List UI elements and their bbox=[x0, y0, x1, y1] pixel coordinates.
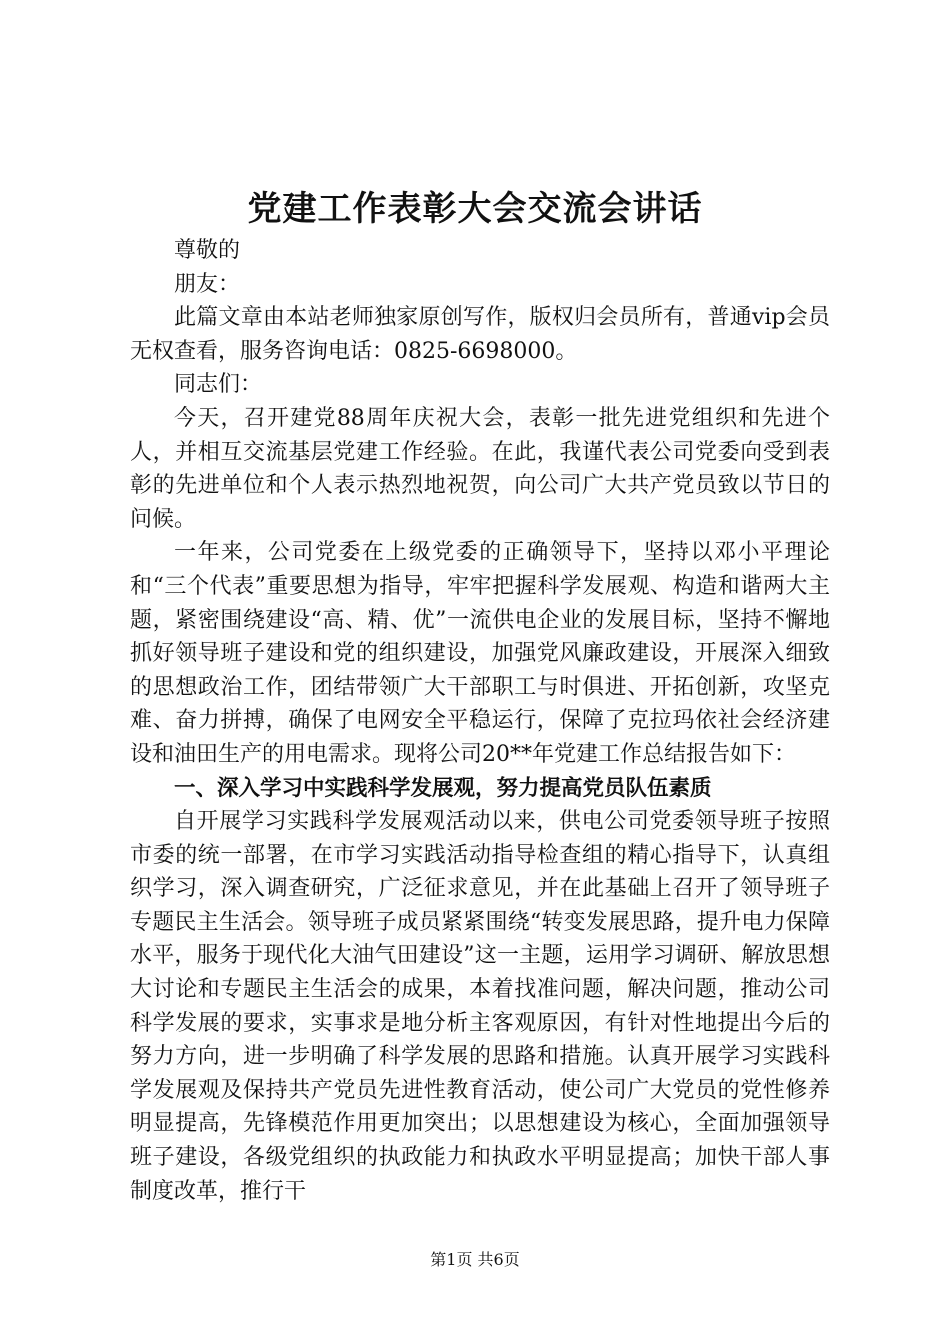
body-paragraph: 自开展学习实践科学发展观活动以来，供电公司党委领导班子按照市委的统一部署，在市学习实践活动指导检查组的精心指导下，认真组织学习，深入调查研究，广泛征求意见，并在此基础上召开了领导班子专题民主生活会。领导班子成员紧紧围绕“转变发展思路，提升电力保障水平，服务于现代化大油气田建设”这一主题，运用学习调研、解放思想大讨论和专题民主生活会的成果，本着找准问题，解决问题，推动公司科学发展的要求，实事求是地分析主客观原因，有针对性地提出今后的努力方向，进一步明确了科学发展的思路和措施。认真开展学习实践科学发展观及保持共产党员先进性教育活动，使公司广大党员的党性修养明显提高，先锋模范作用更加突出；以思想建设为核心，全面加强领导班子建设，各级党组织的执政能力和执政水平明显提高；加快干部人事制度改革，推行干 bbox=[130, 809, 830, 1204]
document-title: 党建工作表彰大会交流会讲话 bbox=[247, 189, 703, 229]
section-heading: 一、深入学习中实践科学发展观，努力提高党员队伍素质 bbox=[174, 775, 712, 801]
page-footer: 第1页 共6页 bbox=[430, 1250, 520, 1269]
copyright-notice: 此篇文章由本站老师独家原创写作，版权归会员所有，普通vip会员无权查看，服务咨询电话：0825-6698000。 bbox=[130, 305, 830, 364]
body-paragraph: 一年来，公司党委在上级党委的正确领导下，坚持以邓小平理论和“三个代表”重要思想为指导，牢牢把握科学发展观、构造和谐两大主题，紧密围绕建设“高、精、优”一流供电企业的发展目标，坚持不懈地抓好领导班子建设和党的组织建设，加强党风廉政建设，开展深入细致的思想政治工作，团结带领广大干部职工与时俱进、开拓创新，攻坚克难、奋力拼搏，确保了电网安全平稳运行，保障了克拉玛依社会经济建设和油田生产的用电需求。现将公司20**年党建工作总结报告如下： bbox=[130, 540, 830, 767]
address-line: 同志们： bbox=[174, 372, 263, 398]
document-body bbox=[130, 234, 830, 1208]
body-paragraph: 今天，召开建党88周年庆祝大会，表彰一批先进党组织和先进个人，并相互交流基层党建工作经验。在此，我谨代表公司党委向受到表彰的先进单位和个人表示热烈地祝贺，向公司广大共产党员致以节日的问候。 bbox=[130, 405, 830, 532]
salutation-line-1: 尊敬的 bbox=[174, 238, 241, 263]
salutation-line-2: 朋友： bbox=[174, 271, 241, 297]
